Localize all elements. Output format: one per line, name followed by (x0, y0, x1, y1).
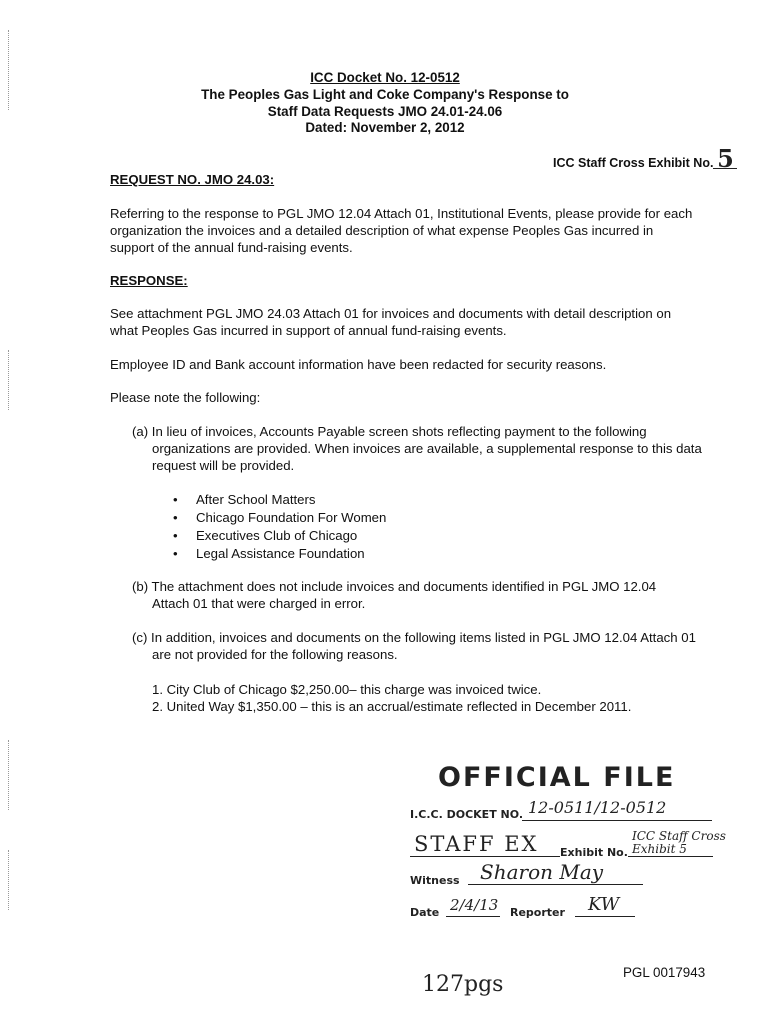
page-count-handwriting: 127pgs (422, 972, 504, 997)
stamp-reporter-line (575, 916, 635, 917)
stamp-reporter-handwriting: KW (588, 894, 620, 915)
stamp-docket-label: I.C.C. DOCKET NO. (410, 808, 524, 821)
stamp-date-handwriting: 2/4/13 (450, 896, 499, 914)
stamp-reporter-label: Reporter (510, 906, 565, 919)
list-item: • Chicago Foundation For Women (173, 509, 386, 527)
dated-line: Dated: November 2, 2012 (305, 120, 465, 135)
organization-list (173, 491, 386, 563)
scan-margin-marks (8, 740, 11, 810)
response-paragraph-3: Please note the following: (110, 390, 261, 405)
list-item: • Legal Assistance Foundation (173, 545, 386, 563)
list-item: 1. City Club of Chicago $2,250.00– this charge was invoiced twice. (152, 682, 542, 697)
stamp-witness-label: Witness (410, 874, 460, 887)
stamp-witness-line (468, 884, 643, 885)
request-heading: REQUEST NO. JMO 24.03: (110, 172, 275, 187)
stamp-date-label: Date (410, 906, 440, 919)
stamp-exhibit-handwriting-right: ICC Staff Cross Exhibit 5 (632, 829, 726, 856)
exhibit-label (553, 144, 737, 173)
stamp-exhibit-line-right (628, 856, 713, 857)
stamp-exhibit-label: Exhibit No. (560, 846, 628, 859)
stamp-witness-signature: Sharon May (480, 860, 604, 884)
scan-margin-marks (8, 350, 11, 410)
list-item: • After School Matters (173, 491, 386, 509)
exhibit-number: 5 (713, 150, 737, 169)
official-file-stamp (410, 762, 770, 932)
stamp-docket-handwriting: 12-0511/12-0512 (528, 798, 667, 817)
bates-number: PGL 0017943 (623, 965, 706, 980)
stamp-docket-line (522, 820, 712, 821)
response-paragraph-1: See attachment PGL JMO 24.03 Attach 01 for invoices and documents with detail description on what Peoples Gas incurred in support of annual fund-raising events. (110, 306, 672, 338)
request-text: Referring to the response to PGL JMO 12.04 Attach 01, Institutional Events, please provide for each organization the invoices and a detailed description of what expense Peoples Gas incurred in support of the annual fund-raising events. (110, 206, 693, 255)
stamp-title: OFFICIAL FILE (438, 762, 676, 793)
exhibit-label-text: ICC Staff Cross Exhibit No. (553, 156, 714, 170)
list-item: • Executives Club of Chicago (173, 527, 386, 545)
item-c: (c) In addition, invoices and documents on the following items listed in PGL JMO 12.04 Attach 01 are not provided for the following reasons. (132, 630, 696, 662)
docket-title: ICC Docket No. 12-0512 (310, 70, 460, 85)
list-item: 2. United Way $1,350.00 – this is an accrual/estimate reflected in December 2011. (152, 699, 632, 714)
scan-margin-marks (8, 850, 11, 910)
item-a: (a) In lieu of invoices, Accounts Payable screen shots reflecting payment to the following organizations are provided. When invoices are available, a supplemental response to this data request will be provided. (132, 424, 702, 473)
stamp-date-line (446, 916, 500, 917)
response-heading: RESPONSE: (110, 273, 188, 288)
item-b: (b) The attachment does not include invoices and documents identified in PGL JMO 12.04 Attach 01 that were charged in error. (132, 579, 657, 611)
stamp-exhibit-handwriting-left: STAFF EX (414, 832, 539, 856)
reasons-list (152, 681, 631, 715)
stamp-exhibit-line-left (410, 856, 560, 857)
response-paragraph-2: Employee ID and Bank account information have been redacted for security reasons. (110, 357, 607, 372)
company-line: The Peoples Gas Light and Coke Company's Response to (201, 87, 569, 102)
requests-line: Staff Data Requests JMO 24.01-24.06 (267, 104, 503, 119)
